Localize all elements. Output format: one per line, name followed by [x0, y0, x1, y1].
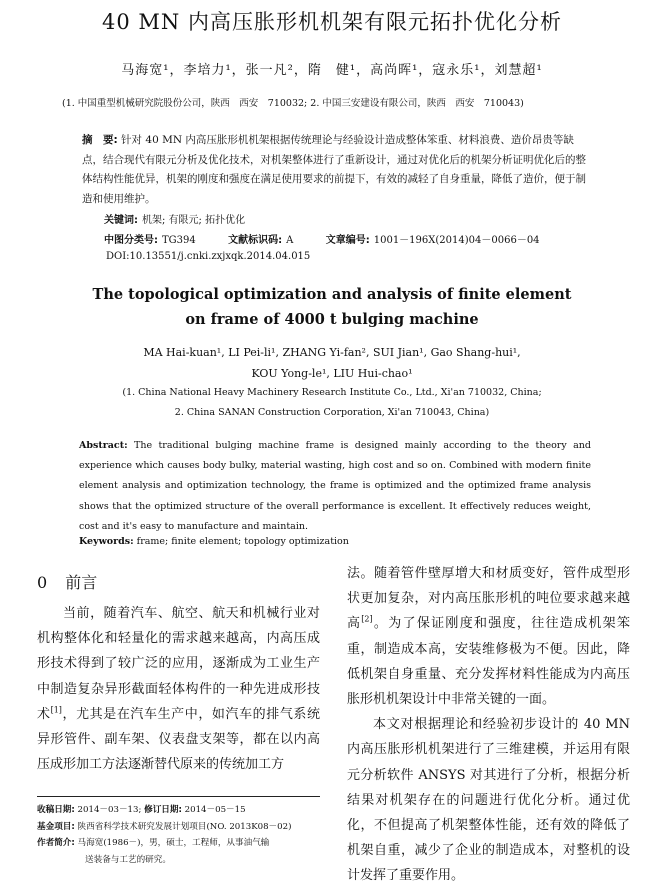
abstract-en-label: Abstract:	[79, 440, 128, 451]
footnote-author	[37, 835, 327, 852]
affiliation-en-line-1: (1. China National Heavy Machinery Research Institute Co., Ltd., Xi'an 710032, China;	[122, 387, 542, 398]
body-paragraph	[347, 561, 630, 712]
keywords-cn-label: 关键词:	[104, 215, 138, 226]
body-paragraph: 本文对根据理论和经验初步设计的 40 MN 内高压胀形机机架进行了三维建模，并运用有限元分析软件 ANSYS 对其进行了分析，根据分析结果对机架存在的问题进行优化分析。通过优化，不但提高了机架整体性能，还有效的降低了机架自重，减少了企业的制造成本，对整机的设计发挥了重要作用。	[347, 717, 630, 884]
fund-value: 陕西省科学技术研究发展计划项目(NO. 2013K08－02)	[77, 821, 292, 832]
keywords-cn-text: 机架; 有限元; 拓扑优化	[142, 215, 246, 226]
received-value: 2014－03－13;	[77, 805, 142, 815]
footnote-dates	[37, 802, 327, 819]
title-en-line-2: on frame of 4000 t bulging machine	[185, 311, 479, 328]
citation-ref[interactable]: [1]	[50, 705, 62, 715]
received-label: 收稿日期:	[37, 805, 75, 815]
paper-title-en	[0, 282, 664, 332]
authors-en-line-2: KOU Yong-le¹, LIU Hui-chao¹	[251, 367, 413, 380]
section-number: 0	[37, 573, 48, 592]
section-title: 前言	[65, 573, 98, 592]
keywords-cn	[104, 211, 245, 226]
body-paragraph	[37, 601, 320, 777]
keywords-en-text: frame; finite element; topology optimization	[136, 536, 349, 547]
footnotes	[37, 802, 327, 868]
body-right-text-b: 。为了保证刚度和强度，往往造成机架笨重，制造成本高，安装维修极为不便。因此，降低机架自身重量、充分发挥材料性能成为内高压胀形机机架设计中非常关键的一面。	[347, 616, 630, 708]
author-bio-value: 马海宽(1986－)，男，硕士，工程师，从事油气输	[77, 838, 270, 848]
abstract-en-text: The traditional bulging machine frame is designed mainly according to the theory and experience which causes body bulky, material wasting, high cost and so on. Combined with modern finite element analysis and optimization technology, the frame is optimized and the optimized frame analysis shows that the optimized structure of the overall performance is excellent. It effectively reduces weight, cost and it's easy to manufacture and maintain.	[79, 440, 591, 532]
body-column-left	[37, 601, 320, 777]
affiliation-en	[0, 383, 664, 423]
body-column-right	[347, 561, 630, 889]
classification-row	[104, 231, 540, 246]
clc-label: 中图分类号:	[104, 235, 158, 246]
keywords-en	[79, 536, 349, 547]
author-bio-continued: 送装备与工艺的研究。	[85, 854, 171, 865]
doi: DOI:10.13551/j.cnki.zxjxqk.2014.04.015	[106, 251, 311, 262]
authors-en-line-1: MA Hai-kuan¹, LI Pei-li¹, ZHANG Yi-fan², SUI Jian¹, Gao Shang-hui¹,	[143, 346, 521, 359]
abstract-cn-text: 针对 40 MN 内高压胀形机机架根据传统理论与经验设计造成整体笨重、材料浪费、造价昂贵等缺点，结合现代有限元分析及优化技术，对机架整体进行了重新设计，通过对优化后的机架分析证明优化后的整体结构性能优异，机架的刚度和强度在满足使用要求的前提下，有效的减轻了自身重量，降低了造价，便于制造和使用维护。	[82, 134, 586, 205]
authors-en	[0, 342, 664, 384]
fund-label: 基金项目:	[37, 821, 75, 832]
affiliation-cn: (1. 中国重型机械研究院股份公司，陕西 西安 710032; 2. 中国三安建设有限公司，陕西 西安 710043)	[62, 98, 524, 109]
footnote-divider	[37, 796, 320, 797]
abstract-cn-label: 摘 要:	[82, 134, 118, 146]
abstract-en	[79, 436, 591, 537]
citation-ref[interactable]: [2]	[361, 615, 373, 625]
title-en-line-1: The topological optimization and analysis of finite element	[92, 286, 572, 303]
footnote-fund	[37, 819, 327, 836]
authors-cn: 马海宽¹，李培力¹，张一凡²，隋 健¹，高尚晖¹，寇永乐¹，刘慧超¹	[121, 63, 543, 78]
paper-title-cn: 40 MN 内高压胀形机机架有限元拓扑优化分析	[102, 10, 562, 34]
body-left-text-a: 当前，随着汽车、航空、航天和机械行业对机构整体化和轻量化的需求越来越高，内高压成形技术得到了较广泛的应用，逐渐成为工业生产中制造复杂异形截面轻体构件的一种先进成形技术	[37, 606, 320, 722]
clc-value: TG394	[162, 235, 196, 246]
keywords-en-label: Keywords:	[79, 536, 134, 547]
body-right-text-a: 法。随着管件壁厚增大和材质变好，管件成型形状更加复杂，对内高压胀形机的吨位要求越来越高	[347, 566, 630, 632]
doc-code-label: 文献标识码:	[228, 235, 283, 246]
section-heading	[37, 570, 97, 593]
affiliation-en-line-2: 2. China SANAN Construction Corporation, Xi'an 710043, China)	[174, 407, 490, 418]
doc-code-value: A	[286, 235, 294, 246]
article-no-label: 文章编号:	[325, 235, 370, 246]
revised-value: 2014－05－15	[184, 805, 246, 815]
abstract-cn	[82, 131, 590, 209]
revised-label: 修订日期:	[144, 805, 182, 815]
body-left-text-b: ，尤其是在汽车生产中，如汽车的排气系统异形管件、副车架、仪表盘支架等，都在以内高压成形加工方法逐渐替代原来的传统加工方	[37, 706, 320, 773]
article-no-value: 1001－196X(2014)04－0066－04	[373, 235, 540, 246]
author-bio-label: 作者简介:	[37, 838, 75, 848]
